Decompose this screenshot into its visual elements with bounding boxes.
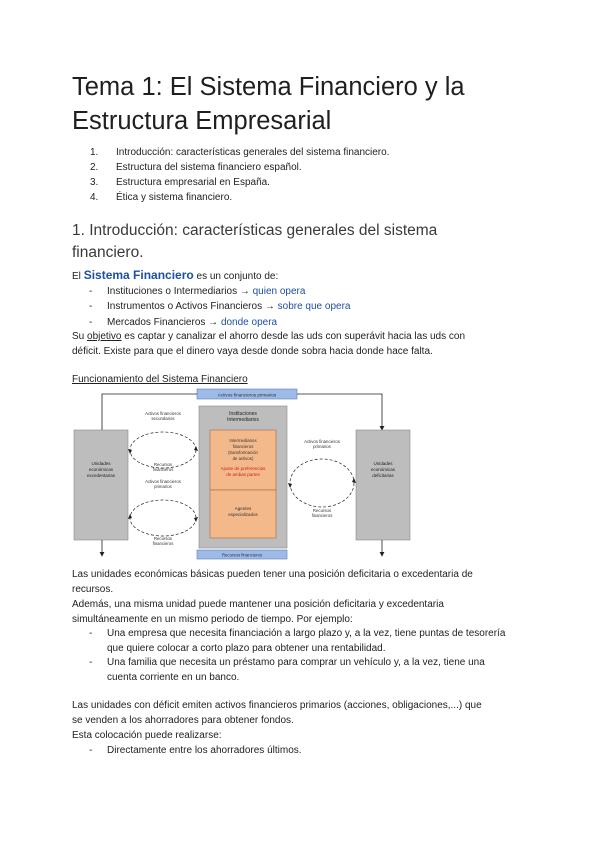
left-box-text: excedentarias [86, 473, 116, 478]
financial-system-diagram [72, 388, 442, 568]
right-bottom-label: financieros [311, 513, 333, 518]
left-box-text: económicas [88, 467, 114, 472]
center-red-text: Ajuste de preferencias [220, 466, 266, 471]
example-item: - Una empresa que necesita financiación a largo plazo y, a la vez, tiene puntas de tesorería que quiere colocar a corto plazo para obtener una rentabilidad. [89, 628, 506, 654]
section-heading: 1. Introducción: características generales del sistema financiero. [72, 222, 438, 261]
toc-item[interactable]: 4. Ética y sistema financiero. [90, 192, 233, 203]
left-mid-label: financieros [152, 467, 174, 472]
toc-item[interactable]: 3. Estructura empresarial en España. [90, 177, 270, 188]
paragraph-1: Las unidades económicas básicas pueden tener una posición deficitaria o excedentaria de recursos. [72, 569, 473, 595]
left-mid-label: primarios [154, 484, 172, 489]
table-of-contents [72, 145, 389, 205]
right-top-label: primarios [313, 444, 331, 449]
right-box-text: Unidades [373, 461, 393, 466]
top-connector-right [297, 394, 382, 430]
right-bottom-label: Recursos [312, 508, 332, 513]
right-box-text: económicas [370, 467, 396, 472]
left-top-label: secundarios [151, 416, 175, 421]
right-cycle-arrow [352, 478, 356, 483]
bottom-bar-label: Recursos financieros [221, 552, 263, 558]
center-top-text: (transformación [228, 450, 258, 455]
paragraph-3: Las unidades con déficit emiten activos financieros primarios (acciones, obligaciones,...) que se venden a los ahorradores para obtener fondos. [72, 700, 482, 726]
page-title: Tema 1: El Sistema Financiero y la Estructura Empresarial [72, 73, 465, 135]
right-top-label: Activos financieros [304, 439, 340, 444]
center-top-text: financieros [232, 444, 254, 449]
center-top-text: Intermediarios [229, 438, 257, 443]
center-title-2: Intermediarios [227, 417, 259, 423]
left-upper-cycle-arrow [128, 449, 132, 454]
left-unit-box [74, 430, 128, 540]
left-lower-cycle [130, 500, 196, 536]
bullet-link: sobre que opera [277, 301, 351, 312]
left-mid-label: Recursos [153, 462, 173, 467]
paragraph-4: Esta colocación puede realizarse: [72, 730, 222, 741]
example-item: - Una familia que necesita un préstamo para comprar un vehículo y, a la vez, tiene una cuenta corriente en un banco. [89, 657, 485, 683]
sistema-financiero-term: Sistema Financiero [83, 268, 194, 282]
right-box-text: deficitarias [372, 473, 394, 478]
toc-item[interactable]: 2. Estructura del sistema financiero español. [90, 162, 302, 173]
toc-item[interactable]: 1. Introducción: características generales del sistema financiero. [90, 147, 390, 158]
bullet-link: donde opera [220, 317, 278, 328]
center-bottom-text: especializados [228, 512, 258, 517]
paragraph-2: Además, una misma unidad puede mantener una posición deficitaria y excedentaria simultáneamente en un mismo periodo de tiempo. Por ejemplo: [72, 599, 444, 625]
left-mid-label: Activos financieros [145, 479, 181, 484]
left-lower-cycle-arrow [194, 517, 198, 522]
center-top-text: de activos) [232, 456, 254, 461]
right-unit-box [356, 430, 410, 540]
center-title-1: Instituciones [229, 411, 257, 417]
intro-paragraph: El Sistema Financiero es un conjunto de: [72, 268, 279, 282]
center-red-text: de ambas partes [226, 472, 260, 477]
left-top-label: Activos financieros [145, 411, 181, 416]
bullet-link: quien opera [252, 286, 306, 297]
left-lower-cycle-arrow [128, 514, 132, 519]
left-bottom-label: Recursos [153, 536, 173, 541]
left-box-text: Unidades [91, 461, 111, 466]
top-bar-label: Activos financieros primarios [217, 392, 277, 398]
right-cycle [290, 459, 354, 507]
left-upper-cycle-arrow [194, 446, 198, 451]
center-bottom-text: Agentes [234, 506, 252, 511]
diagram-caption: Funcionamiento del Sistema Financiero [72, 374, 248, 385]
left-bottom-label: financieros [152, 541, 174, 546]
document-page: Tema 1: El Sistema Financiero y la Estructura Empresarial 1. Introducción: características generales del sistema financiero. 2. Estructura del sistema financiero español. 3. Estructura empresarial en España. 4. Ética y sistema financiero. 1. Introducción: características generales del sistema financiero. El Sistema Financiero es un conjunto de: - Instituciones o Intermediarios → quien opera - Instrumentos o Activos Financieros → sobre que opera - Mercados Financieros → donde opera Su objetivo es captar y canalizar el ahorro desde las uds con superávit hacia las uds con déficit. Existe para que el dinero vaya desde donde sobra hacia donde hace falta. Funcionamiento del Sistema Financiero Activos financieros primarios Instituciones Intermediarios Intermediarios financieros (transformación de activos) Ajuste de preferencias de ambas partes Agentes especializados Unidades económicas excedentarias Unidades económicas deficitarias Activos financieros secundarios Recursos financieros Activos financieros primarios Recursos financieros Activos financieros primarios Recursos financieros Recursos financieros Las unidades económicas básicas pueden tener una posición deficitaria o excedentaria de recursos. Además, una misma unidad puede mantener una posición deficitaria y excedentaria simultáneamente en un mismo periodo de tiempo. Por ejemplo: - Una empresa que necesita financiación a largo plazo y, a la vez, tiene puntas de tesorería que quiere colocar a corto plazo para obtener una rentabilidad. - Una familia que necesita un préstamo para comprar un vehículo y, a la vez, tiene una cuenta corriente en un banco. Las unidades con déficit emiten activos financieros primarios (acciones, obligaciones,...) que se venden a los ahorradores para obtener fondos. Esta colocación puede realizarse: - Directamente entre los ahorradores últimos. [0, 0, 600, 848]
objective-word: objetivo [87, 331, 122, 342]
right-cycle-arrow [288, 483, 292, 488]
objective-paragraph: Su objetivo es captar y canalizar el ahorro desde las uds con superávit hacia las uds con déficit. Existe para que el dinero vaya desde donde sobra hacia donde hace falta. [72, 331, 466, 357]
